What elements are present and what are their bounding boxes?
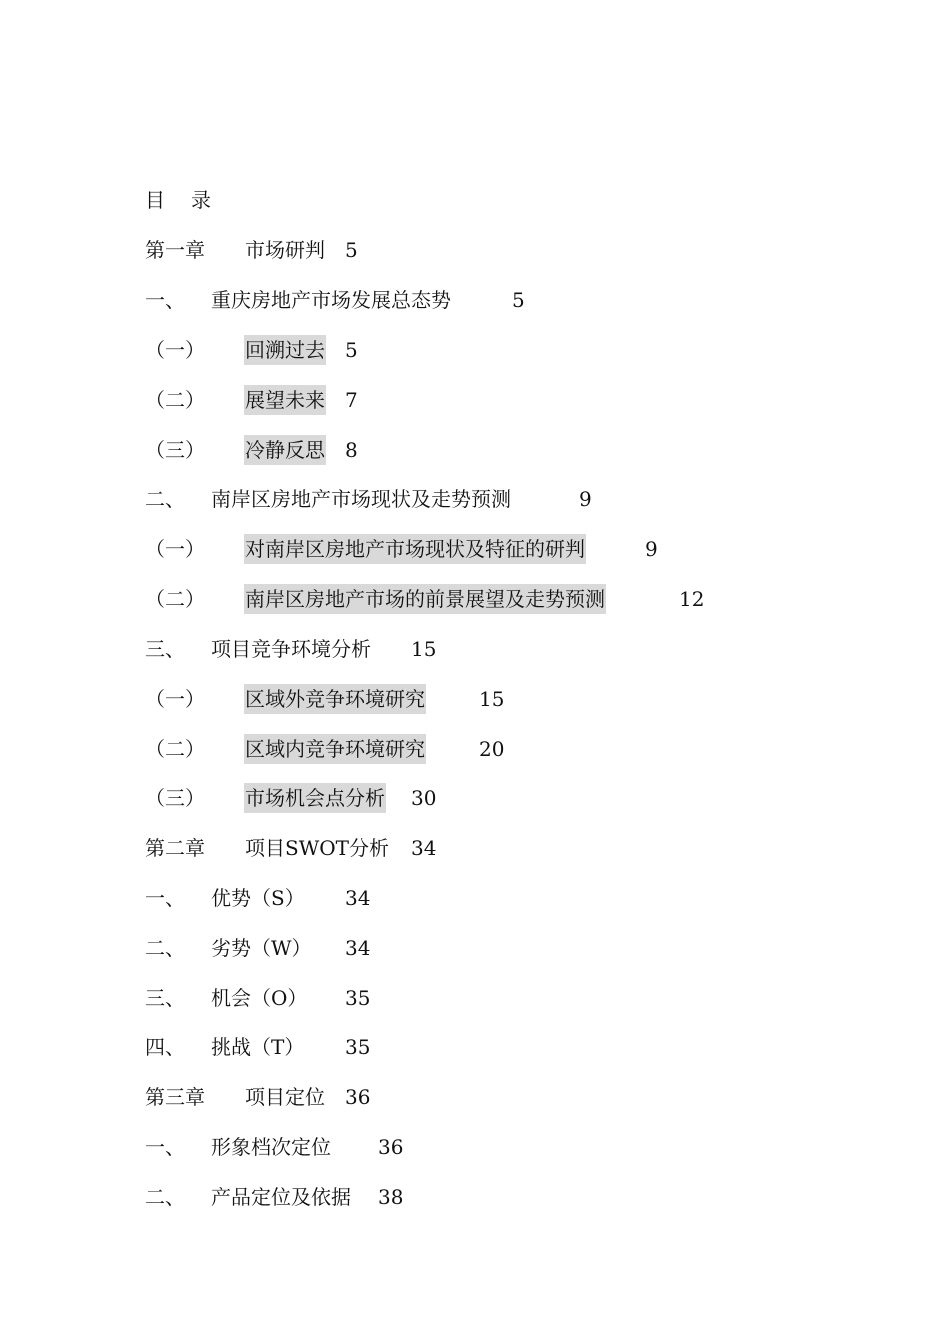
toc-entry-number: （一） — [145, 537, 205, 561]
toc-entry-page: 20 — [479, 737, 505, 761]
toc-entry-number: 三、 — [145, 986, 185, 1010]
toc-entry-page: 5 — [512, 288, 525, 312]
toc-entry-label: 产品定位及依据 — [211, 1185, 351, 1209]
toc-entry-label: 市场研判 — [245, 238, 325, 262]
toc-entry-page: 9 — [579, 487, 592, 511]
toc-entry-label: 形象档次定位 — [211, 1135, 331, 1159]
toc-entry-number: 四、 — [145, 1035, 185, 1059]
toc-entry-page: 35 — [345, 1035, 371, 1059]
toc-entry-label: 挑战（T） — [211, 1035, 305, 1059]
toc-entry-label: 区域内竞争环境研究 — [244, 734, 426, 764]
toc-entry-number: 二、 — [145, 936, 185, 960]
toc-entry-page: 12 — [679, 587, 705, 611]
toc-entry-number: 二、 — [145, 1185, 185, 1209]
toc-entry-number: 第一章 — [145, 238, 205, 262]
toc-entry-page: 35 — [345, 986, 371, 1010]
toc-entry-label: 冷静反思 — [244, 435, 326, 465]
toc-entry-label: 劣势（W） — [211, 936, 312, 960]
toc-entry-number: 第二章 — [145, 836, 205, 860]
toc-entry-page: 34 — [411, 836, 437, 860]
toc-entry-number: （三） — [145, 438, 205, 462]
toc-entry-label: 市场机会点分析 — [244, 783, 386, 813]
toc-entry-number: （二） — [145, 388, 205, 412]
toc-entry-label: 项目SWOT分析 — [245, 836, 389, 860]
toc-entry-label: 区域外竞争环境研究 — [244, 684, 426, 714]
toc-entry-page: 7 — [345, 388, 358, 412]
toc-entry-number: （一） — [145, 687, 205, 711]
toc-entry-number: 三、 — [145, 637, 185, 661]
toc-entry-page: 36 — [345, 1085, 371, 1109]
toc-entry-number: 第三章 — [145, 1085, 205, 1109]
toc-entry-page: 30 — [411, 786, 437, 810]
toc-entry-page: 34 — [345, 936, 371, 960]
toc-entry-number: （一） — [145, 338, 205, 362]
toc-entry-label: 回溯过去 — [244, 335, 326, 365]
toc-entry-label: 南岸区房地产市场的前景展望及走势预测 — [244, 584, 606, 614]
toc-entry-number: 一、 — [145, 288, 185, 312]
toc-entry-page: 9 — [645, 537, 658, 561]
toc-entry-page: 5 — [345, 238, 358, 262]
toc-entry-label: 对南岸区房地产市场现状及特征的研判 — [244, 534, 586, 564]
toc-entry-number: 二、 — [145, 487, 185, 511]
toc-entry-page: 5 — [345, 338, 358, 362]
toc-title-char-1: 目 — [145, 188, 165, 212]
toc-entry-label: 重庆房地产市场发展总态势 — [211, 288, 451, 312]
toc-entry-page: 38 — [378, 1185, 404, 1209]
toc-entry-number: （二） — [145, 587, 205, 611]
toc-entry-page: 15 — [411, 637, 437, 661]
toc-entry-label: 项目定位 — [245, 1085, 325, 1109]
toc-title — [145, 185, 211, 215]
toc-entry-page: 36 — [378, 1135, 404, 1159]
toc-entry-number: 一、 — [145, 886, 185, 910]
toc-entry-label: 展望未来 — [244, 385, 326, 415]
toc-entry-number: （三） — [145, 786, 205, 810]
toc-entry-label: 南岸区房地产市场现状及走势预测 — [211, 487, 511, 511]
toc-entry-page: 15 — [479, 687, 505, 711]
toc-entry-page: 34 — [345, 886, 371, 910]
toc-title-char-2: 录 — [191, 188, 211, 212]
toc-entry-label: 项目竞争环境分析 — [211, 637, 371, 661]
toc-entry-number: （二） — [145, 737, 205, 761]
toc-entry-label: 机会（O） — [211, 986, 308, 1010]
toc-entry-number: 一、 — [145, 1135, 185, 1159]
toc-entry-label: 优势（S） — [211, 886, 305, 910]
toc-entry-page: 8 — [345, 438, 358, 462]
